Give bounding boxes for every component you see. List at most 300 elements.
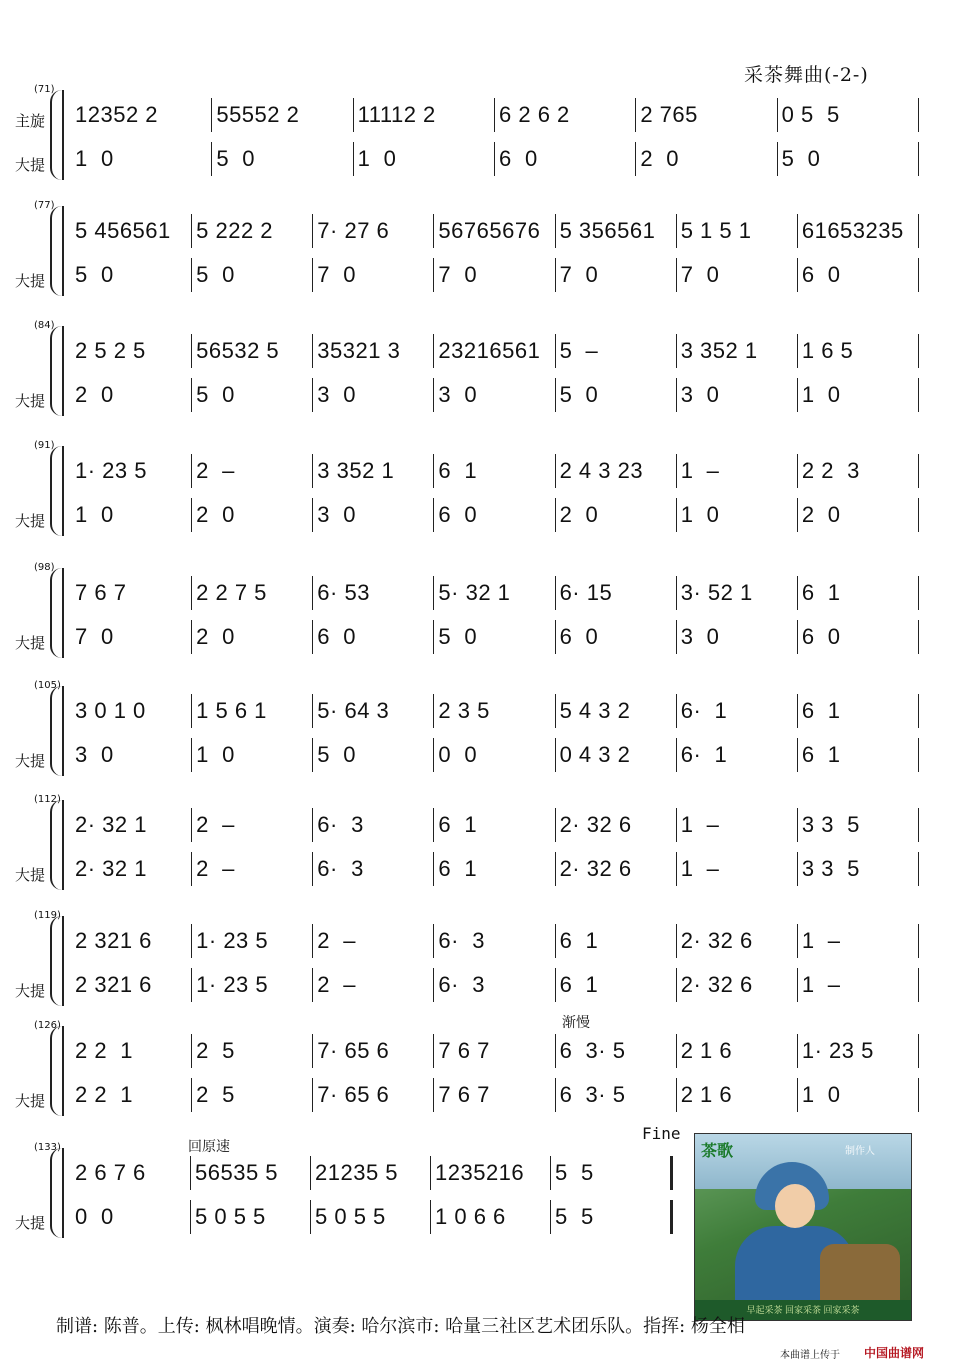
melody-measure: 12352 2 [75,102,159,127]
bass-measure: 7 0 [317,262,356,287]
bass-measure: 5 0 [216,146,256,171]
melody-measure: 3 3 5 [801,812,860,837]
bass-measure: 1 – [680,856,720,881]
barline [676,576,677,610]
barline [918,334,919,368]
barline [676,924,677,958]
bass-measure: 3 0 [317,502,356,527]
melody-measure: 1 – [680,812,720,837]
melody-measure: 2· 32 6 [680,928,753,953]
bass-measure: 3 3 5 [801,856,860,881]
bass-measure: 6· 3 [317,856,364,881]
barline [797,334,798,368]
barline [191,738,192,772]
bass-measure: 2 2 1 [75,1082,134,1107]
barline [676,214,677,248]
barline [312,334,313,368]
barline [191,576,192,610]
melody-measure: 7· 27 6 [317,218,390,243]
melody-measure: 1 – [680,458,720,483]
page-title: 采茶舞曲(-2-) [744,64,869,86]
melody-measure: 5 4 3 2 [559,698,631,723]
barline [635,98,636,132]
barline [797,378,798,412]
barline [797,214,798,248]
bass-measure: 6· 1 [680,742,728,767]
barline [918,968,919,1002]
melody-measure: 6 1 [438,458,478,483]
barline [190,1200,191,1234]
barline [555,454,556,488]
barline [555,738,556,772]
barline [310,1156,311,1190]
bass-measure: 2 0 [801,502,841,527]
barline [191,378,192,412]
barline [797,968,798,1002]
barline [312,576,313,610]
bass-measure: 6 1 [559,972,599,997]
barline [555,1078,556,1112]
melody-measure: 56765676 [438,218,541,243]
barline [191,214,192,248]
barline [433,808,434,842]
bass-measure: 5 0 [196,262,235,287]
melody-measure: 5 222 2 [196,218,274,243]
barline [676,498,677,532]
barline [433,378,434,412]
barline [797,852,798,886]
melody-measure: 6 1 [801,698,841,723]
barline [191,1078,192,1112]
barline [918,98,919,132]
bass-label: 大提 [15,1214,46,1232]
bass-measure: 2 0 [640,146,680,171]
photo-figure-face [775,1184,815,1228]
barline [918,454,919,488]
bass-measure: 7 6 7 [438,1082,490,1107]
system-bracket [50,568,64,658]
bass-measure: 5 0 [75,262,114,287]
melody-measure: 2 4 3 23 [559,458,644,483]
barline [191,694,192,728]
barline [797,498,798,532]
melody-measure: 2 321 6 [75,928,152,953]
bass-measure: 0 0 [75,1204,114,1229]
melody-measure: 2 765 [640,102,698,127]
bass-measure: 6 1 [438,856,478,881]
barline [433,1078,434,1112]
barline [191,1034,192,1068]
bass-measure: 2 5 [196,1082,235,1107]
melody-measure: 23216561 [438,338,541,363]
melody-measure: 7 6 7 [438,1038,490,1063]
melody-measure: 2 5 2 5 [75,338,146,363]
barline [676,334,677,368]
melody-measure: 6 1 [559,928,599,953]
barline [676,1078,677,1112]
barline [797,924,798,958]
barline [918,1078,919,1112]
bass-measure: 5 5 [555,1204,594,1229]
melody-measure: 6 2 6 2 [499,102,570,127]
barline [918,576,919,610]
melody-measure: 56532 5 [196,338,280,363]
bass-label: 大提 [15,156,46,174]
bass-measure: 6 0 [559,624,599,649]
barline [430,1156,431,1190]
bass-measure: 7 0 [75,624,114,649]
site-logo: 中国曲谱网 [864,1346,925,1360]
barline [676,808,677,842]
measure-number: (133) [34,1142,61,1153]
bass-measure: 2 0 [559,502,599,527]
melody-measure: 6· 15 [559,580,613,605]
melody-measure: 1 6 5 [801,338,854,363]
melody-measure: 35321 3 [317,338,401,363]
bass-measure: 5 0 [196,382,235,407]
bass-measure: 1 0 [801,382,841,407]
barline [312,498,313,532]
barline [191,968,192,1002]
bass-measure: 6 3· 5 [559,1082,626,1107]
melody-measure: 2· 32 6 [559,812,632,837]
barline [918,258,919,292]
barline [676,852,677,886]
melody-measure: 2· 32 1 [75,812,147,837]
barline [676,620,677,654]
bass-measure: 1 0 [75,146,114,171]
measure-number: (77) [34,200,55,211]
barline [433,968,434,1002]
barline [555,808,556,842]
bass-measure: 1 0 [680,502,720,527]
barline [312,258,313,292]
barline [797,694,798,728]
melody-label: 主旋 [15,112,46,130]
melody-measure: 5 356561 [559,218,656,243]
barline [918,1034,919,1068]
barline [433,738,434,772]
system-bracket [50,326,64,416]
bass-measure: 5 0 [781,146,821,171]
system-bracket [50,916,64,1006]
photo-band-text: 早起采茶 回家采茶 回家采茶 [695,1300,911,1320]
system-bracket [50,686,64,776]
melody-measure: 5 1 5 1 [680,218,752,243]
barline [918,924,919,958]
melody-measure: 2 2 7 5 [196,580,267,605]
barline [191,334,192,368]
barline [433,214,434,248]
barline [312,620,313,654]
bass-measure: 7 0 [680,262,720,287]
tempo-mark-slow: 渐慢 [562,1015,590,1031]
barline [211,142,212,176]
barline [191,498,192,532]
barline [312,852,313,886]
barline [918,738,919,772]
barline [555,924,556,958]
melody-measure: 6 3· 5 [559,1038,626,1063]
melody-measure: 6 1 [438,812,478,837]
bass-measure: 2 321 6 [75,972,152,997]
photo-subtitle: 制作人 [845,1146,875,1157]
barline [550,1200,551,1234]
barline [191,454,192,488]
barline [310,1200,311,1234]
barline [555,694,556,728]
system-bracket [50,90,64,180]
barline [670,1200,673,1234]
melody-measure: 55552 2 [216,102,300,127]
measure-number: (105) [34,680,61,691]
barline [433,694,434,728]
bass-measure: 5 0 [317,742,356,767]
bass-measure: 3 0 [317,382,356,407]
melody-measure: 0 5 5 [781,102,840,127]
measure-number: (112) [34,794,61,805]
barline [312,1078,313,1112]
barline [433,620,434,654]
melody-measure: 6· 53 [317,580,370,605]
bass-label: 大提 [15,752,46,770]
barline [918,620,919,654]
measure-number: (98) [34,562,55,573]
melody-measure: 1· 23 5 [196,928,269,953]
photo-title: 茶歌 [701,1141,734,1160]
bass-label: 大提 [15,1092,46,1110]
melody-measure: 3 352 1 [680,338,758,363]
melody-measure: 5· 32 1 [438,580,511,605]
album-photo [694,1133,912,1321]
barline [797,258,798,292]
barline [918,378,919,412]
barline [312,924,313,958]
barline [555,498,556,532]
barline [797,454,798,488]
barline [555,620,556,654]
fine-mark: Fine [642,1124,681,1143]
measure-number: (71) [34,84,55,95]
system-bracket [50,1026,64,1116]
bass-label: 大提 [15,634,46,652]
bass-measure: 1 0 [357,146,397,171]
melody-measure: 3 352 1 [317,458,395,483]
bass-measure: 3 0 [75,742,114,767]
bass-measure: 5 0 5 5 [315,1204,386,1229]
barline [797,1034,798,1068]
bass-label: 大提 [15,272,46,290]
barline [433,852,434,886]
measure-number: (126) [34,1020,61,1031]
barline [797,808,798,842]
bass-measure: 1· 23 5 [196,972,269,997]
barline [555,334,556,368]
bass-measure: 2 – [196,856,235,881]
melody-measure: 2 6 7 6 [75,1160,146,1185]
bass-label: 大提 [15,512,46,530]
barline [676,454,677,488]
barline [918,498,919,532]
barline [312,968,313,1002]
barline [918,142,919,176]
barline [555,576,556,610]
barline [312,694,313,728]
barline [555,852,556,886]
barline [312,808,313,842]
barline [555,378,556,412]
barline [555,968,556,1002]
system-bracket [50,206,64,296]
barline [676,738,677,772]
bass-measure: 2· 32 1 [75,856,147,881]
barline [918,214,919,248]
melody-measure: 5 – [559,338,599,363]
bass-measure: 7 0 [438,262,478,287]
barline [312,1034,313,1068]
barline [797,576,798,610]
barline [918,694,919,728]
upload-note: 本曲谱上传于 [780,1350,840,1361]
bass-measure: 6 1 [801,742,841,767]
bass-measure: 0 0 [438,742,478,767]
barline [777,98,778,132]
barline [191,924,192,958]
barline [676,378,677,412]
measure-number: (84) [34,320,55,331]
barline [777,142,778,176]
barline [191,258,192,292]
barline [433,576,434,610]
barline [797,1078,798,1112]
barline [353,142,354,176]
bass-measure: 7 0 [559,262,599,287]
measure-number: (119) [34,910,61,921]
barline [191,852,192,886]
bass-measure: 3 0 [438,382,478,407]
bass-measure: 2 0 [196,502,235,527]
melody-measure: 1· 23 5 [801,1038,874,1063]
melody-measure: 2 5 [196,1038,235,1063]
melody-measure: 2 3 5 [438,698,490,723]
melody-measure: 1· 23 5 [75,458,147,483]
melody-measure: 7 6 7 [75,580,127,605]
bass-measure: 6 0 [499,146,538,171]
melody-measure: 7· 65 6 [317,1038,390,1063]
barline [433,334,434,368]
barline [190,1156,191,1190]
bass-measure: 5 0 5 5 [195,1204,266,1229]
bass-measure: 6 0 [438,502,478,527]
melody-measure: 5 456561 [75,218,171,243]
melody-measure: 2 – [196,458,235,483]
barline [191,620,192,654]
bass-measure: 2· 32 6 [680,972,753,997]
barline [191,808,192,842]
barline [918,808,919,842]
melody-measure: 56535 5 [195,1160,279,1185]
barline [676,968,677,1002]
barline [635,142,636,176]
barline [555,1034,556,1068]
bass-measure: 3 0 [680,382,720,407]
melody-measure: 2 – [317,928,356,953]
bass-measure: 6 0 [801,624,841,649]
bass-measure: 1 0 [196,742,235,767]
bass-measure: 0 4 3 2 [559,742,631,767]
bass-measure: 2 0 [75,382,114,407]
melody-measure: 6 1 [801,580,841,605]
bass-label: 大提 [15,866,46,884]
melody-measure: 1235216 [435,1160,525,1185]
bass-measure: 1 0 [801,1082,841,1107]
bass-measure: 1 0 [75,502,114,527]
barline [676,1034,677,1068]
barline [433,454,434,488]
barline [676,258,677,292]
melody-measure: 1 – [801,928,841,953]
barline [494,142,495,176]
melody-measure: 11112 2 [357,102,436,127]
barline [797,620,798,654]
barline [312,738,313,772]
melody-measure: 2 1 6 [680,1038,733,1063]
bass-measure: 1 0 6 6 [435,1204,506,1229]
barline [211,98,212,132]
melody-measure: 6· 3 [438,928,485,953]
melody-measure: 21235 5 [315,1160,399,1185]
bass-label: 大提 [15,392,46,410]
bass-measure: 7· 65 6 [317,1082,390,1107]
credits-footer: 制谱: 陈普。上传: 枫林唱晚情。演奏: 哈尔滨市: 哈量三社区艺术团乐队。指挥: 杨全相 [56,1316,745,1337]
melody-measure: 3 0 1 0 [75,698,146,723]
barline [670,1156,673,1190]
melody-measure: 2 2 1 [75,1038,134,1063]
melody-measure: 61653235 [801,218,904,243]
melody-measure: 6· 1 [680,698,728,723]
bass-measure: 6· 3 [438,972,485,997]
barline [312,454,313,488]
barline [494,98,495,132]
barline [430,1200,431,1234]
bass-measure: 2 – [317,972,356,997]
bass-measure: 6 0 [801,262,841,287]
barline [555,214,556,248]
bass-measure: 2 1 6 [680,1082,733,1107]
bass-label: 大提 [15,982,46,1000]
melody-measure: 2 2 3 [801,458,860,483]
bass-measure: 5 0 [559,382,599,407]
barline [555,258,556,292]
melody-measure: 5 5 [555,1160,594,1185]
bass-measure: 6 0 [317,624,356,649]
barline [433,1034,434,1068]
barline [353,98,354,132]
melody-measure: 5· 64 3 [317,698,390,723]
melody-measure: 1 5 6 1 [196,698,267,723]
melody-measure: 3· 52 1 [680,580,753,605]
measure-number: (91) [34,440,55,451]
bass-measure: 2· 32 6 [559,856,632,881]
bass-measure: 5 0 [438,624,478,649]
barline [433,498,434,532]
barline [797,738,798,772]
tempo-mark-back: 回原速 [188,1139,230,1155]
barline [433,924,434,958]
melody-measure: 6· 3 [317,812,364,837]
barline [312,378,313,412]
bass-measure: 1 – [801,972,841,997]
